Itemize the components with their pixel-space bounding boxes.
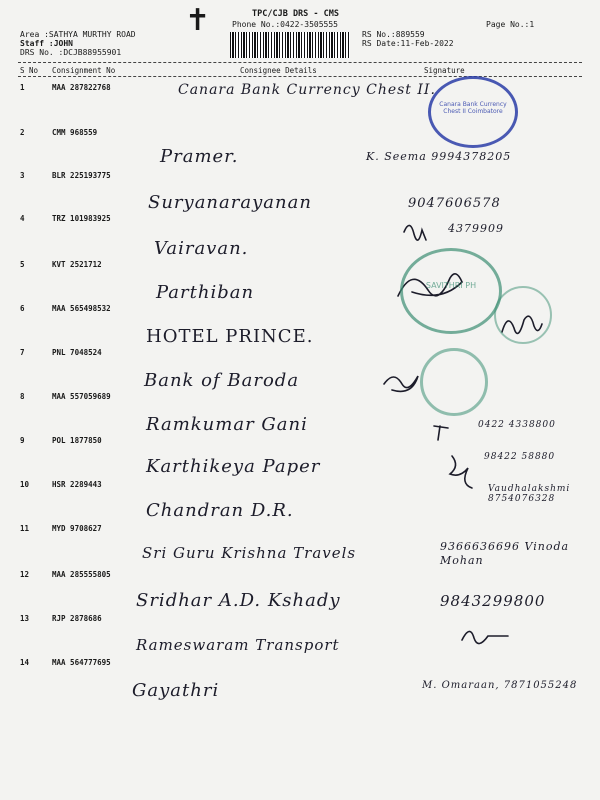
row-consignment: MAA 557059689: [52, 392, 111, 401]
row-consignment: RJP 2878686: [52, 614, 102, 623]
staff: Staff :JOHN: [20, 39, 73, 48]
faded-stamp: [420, 348, 488, 416]
row-consignment: POL 1877850: [52, 436, 102, 445]
row-consignment: HSR 2289443: [52, 480, 102, 489]
row-sno: 7: [20, 348, 25, 357]
row-sno: 12: [20, 570, 30, 579]
signature-handwriting: Vaudhalakshmi 8754076328: [488, 484, 571, 504]
drs-number: DRS No. :DCJB88955901: [20, 48, 122, 57]
signature-scribble: [404, 225, 426, 240]
row-sno: 9: [20, 436, 25, 445]
consignee-handwriting: Canara Bank Currency Chest II.: [178, 82, 436, 98]
signature-handwriting: 9047606578: [408, 196, 501, 211]
row-consignment: PNL 7048524: [52, 348, 102, 357]
col-consignee: Consignee Details: [240, 66, 317, 75]
signature-handwriting: 98422 58880: [484, 452, 556, 462]
row-sno: 2: [20, 128, 25, 137]
signature-handwriting: 9843299800: [440, 592, 546, 610]
bank-stamp-text: Canara Bank Currency Chest II Coimbatore: [439, 101, 507, 115]
row-sno: 1: [20, 83, 25, 92]
row-sno: 3: [20, 171, 25, 180]
consignee-handwriting: Parthiban: [156, 282, 255, 303]
signature-handwriting: 9366636696 Vinoda Mohan: [440, 540, 570, 567]
cross-mark-icon: ✝: [185, 3, 211, 38]
consignee-handwriting: Pramer.: [160, 146, 239, 167]
faded-stamp: [494, 286, 552, 344]
signature-scribble: [434, 426, 448, 440]
signature-handwriting: M. Omaraan, 7871055248: [422, 680, 578, 691]
col-signature: Signature: [424, 66, 465, 75]
col-consignment: Consignment No: [52, 66, 116, 75]
signature-scribble: [462, 631, 508, 643]
col-sno: S No: [20, 66, 39, 75]
row-sno: 6: [20, 304, 25, 313]
shop-stamp-text: SAVITHRI PH: [425, 281, 477, 290]
doc-title: TPC/CJB DRS - CMS: [252, 9, 339, 19]
rs-number: RS No.:889559: [362, 30, 425, 39]
row-sno: 14: [20, 658, 30, 667]
consignee-handwriting: Ramkumar Gani: [146, 414, 308, 435]
consignee-handwriting: Gayathri: [132, 680, 220, 701]
area: Area :SATHYA MURTHY ROAD: [20, 30, 136, 39]
row-consignment: TRZ 101983925: [52, 214, 111, 223]
signature-scribble: [384, 376, 418, 391]
row-sno: 10: [20, 480, 30, 489]
consignee-handwriting: Bank of Baroda: [144, 370, 300, 391]
consignee-handwriting: Chandran D.R.: [146, 500, 294, 521]
row-sno: 13: [20, 614, 30, 623]
page-number: Page No.:1: [486, 20, 535, 29]
row-consignment: CMM 968559: [52, 128, 98, 137]
signature-handwriting: 4379909: [448, 222, 504, 235]
signature-handwriting: 0422 4338800: [478, 420, 556, 430]
consignee-handwriting: Rameswaram Transport: [136, 636, 340, 654]
signature-handwriting: K. Seema 9994378205: [366, 150, 512, 163]
row-consignment: MAA 287822768: [52, 83, 111, 92]
consignee-handwriting: Sri Guru Krishna Travels: [142, 544, 357, 562]
row-consignment: MAA 565498532: [52, 304, 111, 313]
row-consignment: MAA 285555805: [52, 570, 111, 579]
rs-date: RS Date:11-Feb-2022: [362, 39, 454, 48]
row-consignment: MAA 564777695: [52, 658, 111, 667]
consignee-handwriting: Sridhar A.D. Kshady: [136, 590, 341, 611]
row-consignment: MYD 9708627: [52, 524, 102, 533]
row-sno: 11: [20, 524, 30, 533]
row-sno: 4: [20, 214, 25, 223]
shop-stamp: [400, 248, 502, 334]
consignee-handwriting: HOTEL PRINCE.: [146, 326, 314, 347]
consignee-handwriting: Suryanarayanan: [148, 192, 312, 213]
row-sno: 8: [20, 392, 25, 401]
consignee-handwriting: Vairavan.: [154, 238, 249, 259]
bank-stamp: [428, 76, 518, 148]
row-sno: 5: [20, 260, 25, 269]
consignee-handwriting: Karthikeya Paper: [146, 456, 321, 477]
row-consignment: KVT 2521712: [52, 260, 102, 269]
signature-scribble: [450, 456, 472, 488]
phone-number: Phone No.:0422-3505555: [232, 20, 338, 29]
row-consignment: BLR 225193775: [52, 171, 111, 180]
